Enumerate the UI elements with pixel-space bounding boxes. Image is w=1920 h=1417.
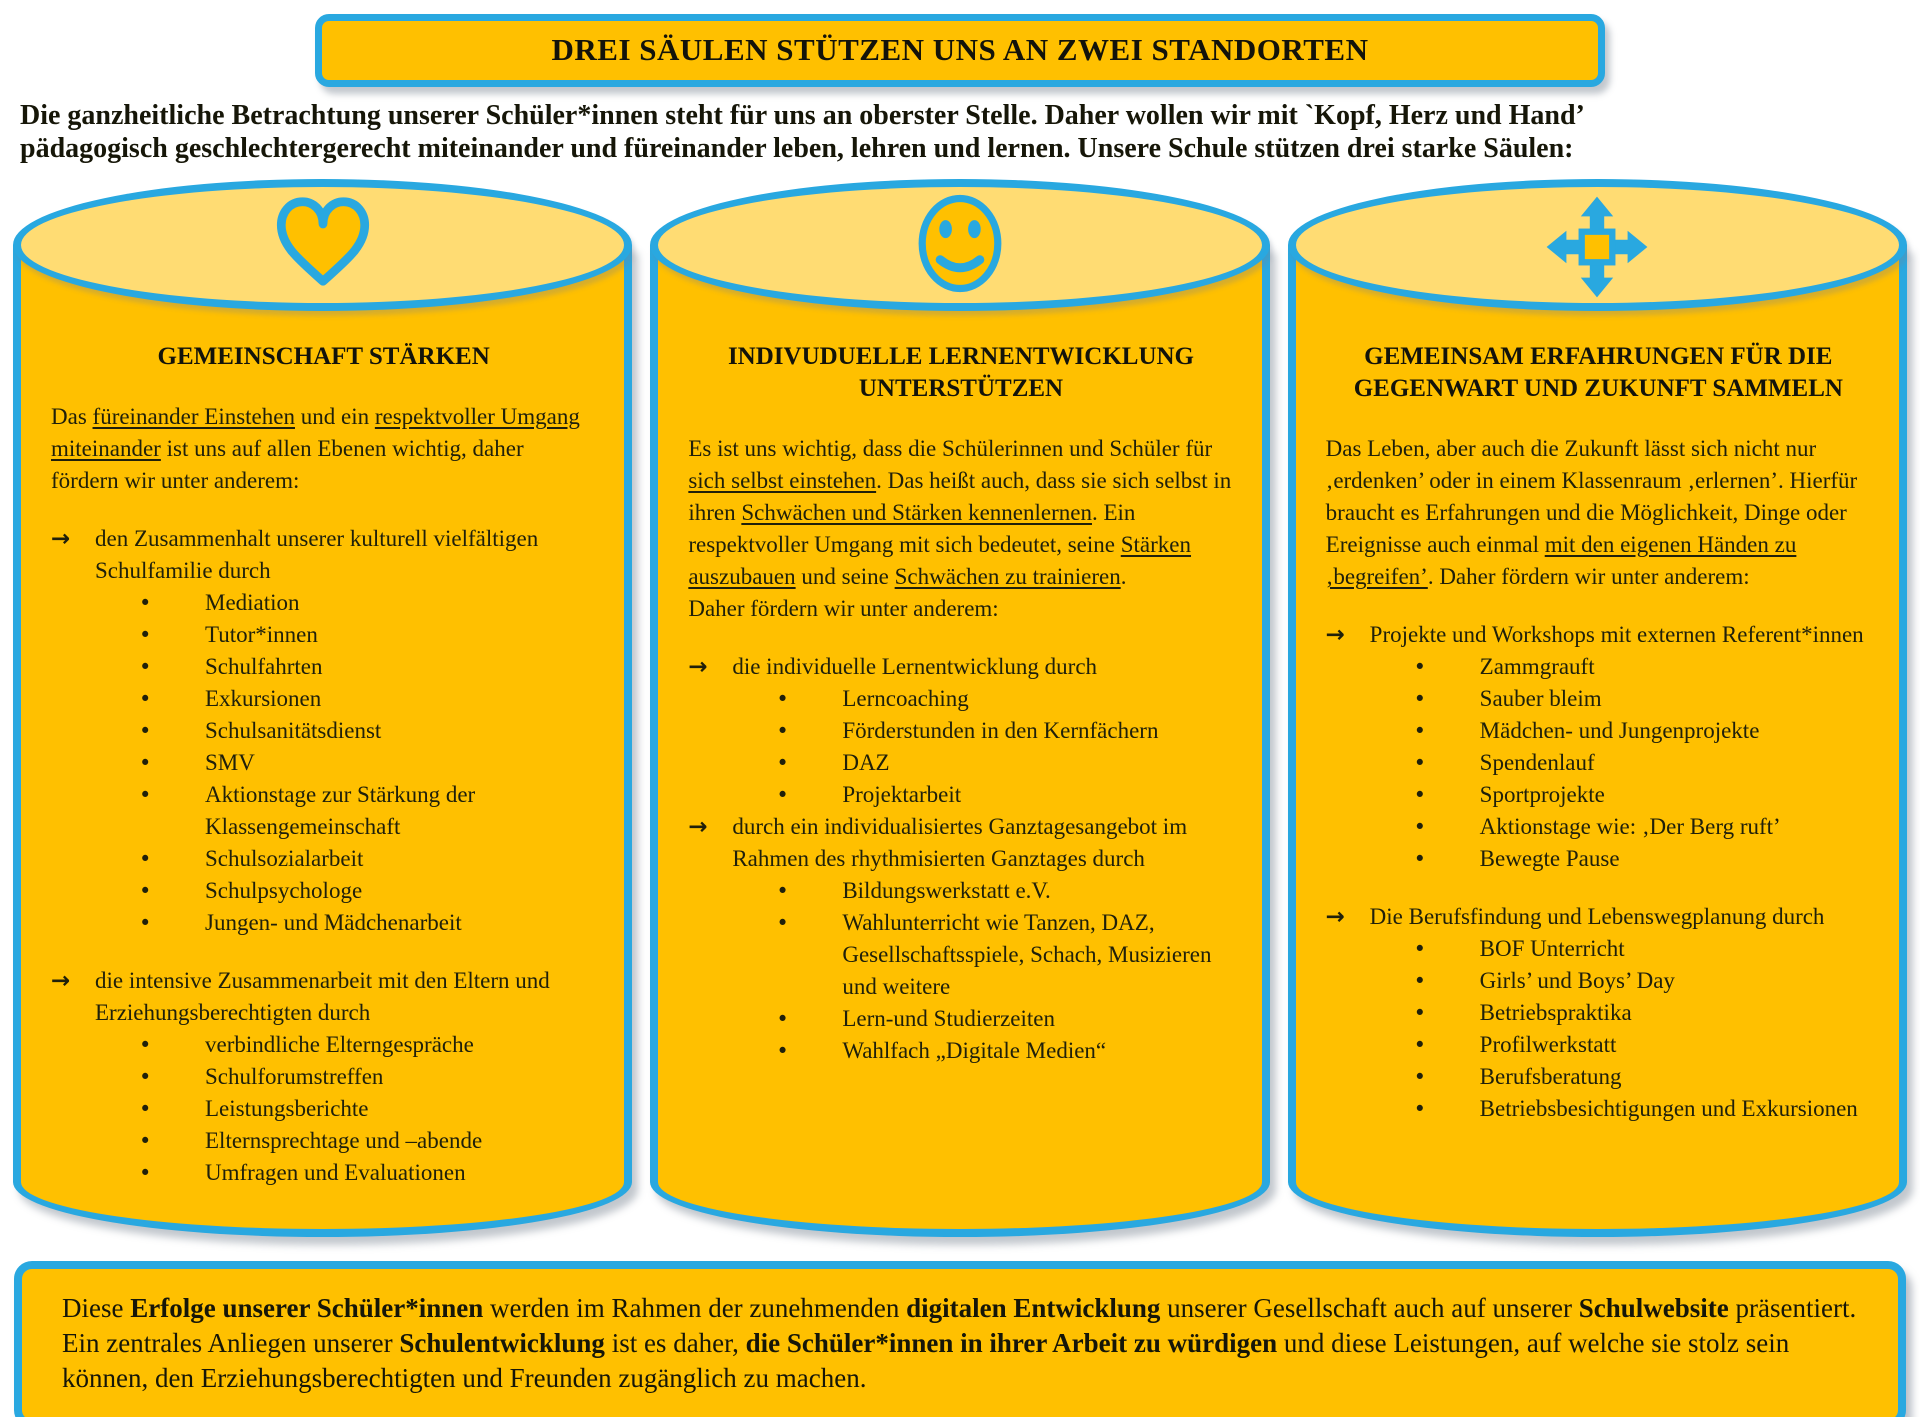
bullet-text: verbindliche Elterngespräche xyxy=(205,1032,474,1057)
bullet-item xyxy=(1414,843,1871,875)
bullet-item xyxy=(139,779,596,843)
bullet-list xyxy=(1326,651,1871,875)
bullet-icon: • xyxy=(1413,1001,1427,1025)
bullet-list xyxy=(1326,933,1871,1125)
footer-box xyxy=(14,1261,1906,1417)
bullet-item xyxy=(139,683,596,715)
bullet-text: Aktionstage zur Stärkung der Klassengemeinschaft xyxy=(205,782,476,839)
arrow-item-text: den Zusammenhalt unserer kulturell vielfältigen Schulfamilie durch xyxy=(95,526,539,583)
arrow-item xyxy=(688,811,1233,875)
bullet-text: Betriebsbesichtigungen und Exkursionen xyxy=(1479,1096,1858,1121)
bullet-text: Projektarbeit xyxy=(842,782,962,807)
arrow-item-text: Projekte und Workshops mit externen Referent*innen xyxy=(1369,622,1864,647)
intro-paragraph: Die ganzheitliche Betrachtung unserer Schüler*innen steht für uns an oberster Stelle. Daher wollen wir mit `Kopf, Herz und Hand’ pädagogisch geschlechtergerecht miteinander und füreinander leben, lehren und lernen. Unsere Schule stützen drei starke Säulen: xyxy=(20,100,1583,164)
bullet-item xyxy=(1414,811,1871,843)
bullet-item xyxy=(776,683,1233,715)
bullet-text: Girls’ und Boys’ Day xyxy=(1479,968,1675,993)
pillar-body xyxy=(1288,245,1907,1237)
bullet-text: Wahlunterricht wie Tanzen, DAZ, Gesellschaftsspiele, Schach, Musizieren und weitere xyxy=(842,910,1212,999)
bullet-text: Schulfahrten xyxy=(205,654,323,679)
bullet-text: Sauber bleim xyxy=(1479,686,1602,711)
bullet-item xyxy=(1414,715,1871,747)
bullet-item xyxy=(139,1029,596,1061)
bullet-list xyxy=(688,683,1233,811)
bullet-text: DAZ xyxy=(842,750,890,775)
pillar-paragraph: Es ist uns wichtig, dass die Schülerinnen und Schüler für sich selbst einstehen. Das heißt auch, dass sie sich selbst in ihren Schwächen und Stärken kennenlernen. Ein respektvoller Umgang mit sich bedeutet, seine Stärken auszubauen und seine Schwächen zu trainieren. xyxy=(688,436,1232,589)
bullet-icon: • xyxy=(1413,783,1427,807)
bullet-text: Schulsozialarbeit xyxy=(205,846,364,871)
pillar-paragraph: Daher fördern wir unter anderem: xyxy=(688,596,999,621)
bullet-icon: • xyxy=(139,687,152,711)
bullet-text: Zammgrauft xyxy=(1479,654,1595,679)
bullet-item xyxy=(139,1125,596,1157)
bullet-icon: • xyxy=(776,751,789,775)
pillar-paragraph: Das füreinander Einstehen und ein respektvoller Umgang miteinander ist uns auf allen Ebenen wichtig, daher fördern wir unter anderem: xyxy=(51,404,580,493)
bullet-icon: • xyxy=(1413,751,1427,775)
pillar-section xyxy=(1326,901,1871,1125)
bullet-icon: • xyxy=(1413,847,1427,871)
arrow-icon: → xyxy=(1325,622,1345,648)
pillar-section xyxy=(51,523,596,939)
bullet-item xyxy=(139,1061,596,1093)
bullet-item xyxy=(1414,651,1871,683)
arrow-item-text: durch ein individualisiertes Ganztagesangebot im Rahmen des rhythmisierten Ganztages durch xyxy=(732,814,1188,871)
pillar-gemeinschaft xyxy=(13,179,632,1237)
bullet-item xyxy=(776,1035,1233,1067)
bullet-icon: • xyxy=(776,687,789,711)
pillar-lernentwicklung xyxy=(650,179,1269,1237)
bullet-item xyxy=(139,907,596,939)
bullet-item xyxy=(1414,933,1871,965)
bullet-item xyxy=(1414,965,1871,997)
bullet-icon: • xyxy=(139,1161,152,1185)
bullet-icon: • xyxy=(1413,969,1427,993)
bullet-icon: • xyxy=(139,783,152,807)
pillar-content xyxy=(1326,433,1871,1125)
bullet-text: Sportprojekte xyxy=(1479,782,1605,807)
bullet-item xyxy=(1414,683,1871,715)
arrow-item-text: die intensive Zusammenarbeit mit den Eltern und Erziehungsberechtigten durch xyxy=(95,968,550,1025)
bullet-text: Jungen- und Mädchenarbeit xyxy=(205,910,462,935)
bullet-icon: • xyxy=(139,1097,152,1121)
arrow-item-text: die individuelle Lernentwicklung durch xyxy=(732,654,1098,679)
bullet-list xyxy=(51,587,596,939)
bullet-icon: • xyxy=(1413,687,1427,711)
bullet-list xyxy=(51,1029,596,1189)
smiley-icon xyxy=(915,193,1005,294)
pillar-content xyxy=(51,401,596,1189)
bullet-icon: • xyxy=(776,1007,789,1031)
bullet-icon: • xyxy=(139,719,152,743)
pillar-section xyxy=(1326,619,1871,875)
bullet-icon: • xyxy=(776,719,789,743)
pillar-section xyxy=(51,965,596,1189)
pillar-heading: INDIVUDUELLE LERNENTWICKLUNG UNTERSTÜTZEN xyxy=(727,343,1195,402)
bullet-item xyxy=(139,747,596,779)
pillar-paragraph: Das Leben, aber auch die Zukunft lässt sich nicht nur ‚erdenken’ oder in einem Klassenraum ‚erlernen’. Hierfür braucht es Erfahrungen und die Möglichkeit, Dinge oder Ereignisse auch einmal mit den eigenen Händen zu ‚begreifen’. Daher fördern wir unter anderem: xyxy=(1325,436,1858,589)
bullet-text: BOF Unterricht xyxy=(1479,936,1625,961)
bullet-icon: • xyxy=(776,911,789,935)
bullet-icon: • xyxy=(1413,655,1427,679)
bullet-item xyxy=(776,907,1233,1003)
bullet-text: Bewegte Pause xyxy=(1479,846,1620,871)
bullet-icon: • xyxy=(1413,937,1427,961)
bullet-icon: • xyxy=(139,1065,152,1089)
arrow-item xyxy=(51,965,596,1029)
bullet-item xyxy=(776,779,1233,811)
arrow-item xyxy=(1326,619,1871,651)
bullet-item xyxy=(1414,1061,1871,1093)
bullet-icon: • xyxy=(139,751,152,775)
bullet-text: Spendenlauf xyxy=(1479,750,1595,775)
bullet-icon: • xyxy=(139,591,152,615)
bullet-text: Mädchen- und Jungenprojekte xyxy=(1479,718,1760,743)
bullet-text: Betriebspraktika xyxy=(1479,1000,1632,1025)
bullet-icon: • xyxy=(1413,1033,1427,1057)
arrow-icon: → xyxy=(688,814,708,840)
pillar-body xyxy=(650,245,1269,1237)
bullet-item xyxy=(1414,747,1871,779)
pillar-heading: GEMEINSCHAFT STÄRKEN xyxy=(157,343,490,370)
pillar-body xyxy=(13,245,632,1237)
bullet-icon: • xyxy=(776,879,789,903)
move-arrows-icon xyxy=(1543,193,1651,301)
pillar-section xyxy=(688,811,1233,1067)
bullet-item xyxy=(1414,779,1871,811)
bullet-text: Umfragen und Evaluationen xyxy=(205,1160,466,1185)
bullet-icon: • xyxy=(139,655,152,679)
pillar-section xyxy=(688,651,1233,811)
bullet-item xyxy=(1414,1093,1871,1125)
bullet-text: Aktionstage wie: ‚Der Berg ruft’ xyxy=(1479,814,1781,839)
bullet-item xyxy=(1414,997,1871,1029)
arrow-icon: → xyxy=(688,654,708,680)
bullet-item xyxy=(1414,1029,1871,1061)
arrow-icon: → xyxy=(51,968,71,994)
footer-text: Diese Erfolge unserer Schüler*innen werden im Rahmen der zunehmenden digitalen Entwicklung unserer Gesellschaft auch auf unserer Schulwebsite präsentiert. Ein zentrales Anliegen unserer Schulentwicklung ist es daher, die Schüler*innen in ihrer Arbeit zu würdigen und diese Leistungen, auf welche sie stolz sein können, den Erziehungsberechtigten und Freunden zugänglich zu machen. xyxy=(62,1293,1857,1393)
bullet-text: Bildungswerkstatt e.V. xyxy=(842,878,1051,903)
bullet-icon: • xyxy=(1413,815,1427,839)
bullet-item xyxy=(776,715,1233,747)
arrow-item xyxy=(1326,901,1871,933)
bullet-item xyxy=(776,875,1233,907)
bullet-item xyxy=(139,1157,596,1189)
bullet-text: Profilwerkstatt xyxy=(1479,1032,1617,1057)
bullet-icon: • xyxy=(1413,1097,1427,1121)
bullet-text: Förderstunden in den Kernfächern xyxy=(842,718,1159,743)
bullet-icon: • xyxy=(776,1039,789,1063)
bullet-icon: • xyxy=(139,879,152,903)
arrow-icon: → xyxy=(51,526,71,552)
pillar-erfahrungen xyxy=(1288,179,1907,1237)
heart-icon xyxy=(273,193,373,290)
bullet-item xyxy=(139,587,596,619)
bullet-item xyxy=(139,843,596,875)
bullet-icon: • xyxy=(1413,719,1427,743)
bullet-text: Berufsberatung xyxy=(1479,1064,1622,1089)
bullet-text: Schulforumstreffen xyxy=(205,1064,384,1089)
bullet-text: Lerncoaching xyxy=(842,686,969,711)
bullet-text: Wahlfach „Digitale Medien“ xyxy=(842,1038,1107,1063)
bullet-text: Schulpsychologe xyxy=(205,878,363,903)
bullet-item xyxy=(139,875,596,907)
pillars-row xyxy=(0,179,1920,1237)
bullet-icon: • xyxy=(139,623,152,647)
bullet-list xyxy=(688,875,1233,1067)
page-title: DREI SÄULEN STÜTZEN UNS AN ZWEI STANDORTEN xyxy=(551,32,1369,67)
arrow-item-text: Die Berufsfindung und Lebenswegplanung durch xyxy=(1369,904,1825,929)
bullet-icon: • xyxy=(139,1129,152,1153)
bullet-icon: • xyxy=(139,911,152,935)
bullet-icon: • xyxy=(1413,1065,1427,1089)
title-banner xyxy=(315,14,1605,87)
arrow-item xyxy=(51,523,596,587)
bullet-item xyxy=(776,1003,1233,1035)
bullet-item xyxy=(139,619,596,651)
arrow-icon: → xyxy=(1325,904,1345,930)
bullet-icon: • xyxy=(139,847,152,871)
pillar-content xyxy=(688,433,1233,1067)
bullet-text: Mediation xyxy=(205,590,300,615)
bullet-item xyxy=(139,715,596,747)
bullet-icon: • xyxy=(776,783,789,807)
bullet-item xyxy=(139,651,596,683)
bullet-text: Exkursionen xyxy=(205,686,322,711)
pillar-heading: GEMEINSAM ERFAHRUNGEN FÜR DIE GEGENWART UND ZUKUNFT SAMMELN xyxy=(1353,343,1843,402)
bullet-text: Elternsprechtage und –abende xyxy=(205,1128,483,1153)
bullet-item xyxy=(776,747,1233,779)
bullet-text: Leistungsberichte xyxy=(205,1096,369,1121)
bullet-icon: • xyxy=(139,1033,152,1057)
bullet-item xyxy=(139,1093,596,1125)
bullet-text: Tutor*innen xyxy=(205,622,318,647)
bullet-text: SMV xyxy=(205,750,255,775)
bullet-text: Schulsanitätsdienst xyxy=(205,718,382,743)
arrow-item xyxy=(688,651,1233,683)
bullet-text: Lern-und Studierzeiten xyxy=(842,1006,1055,1031)
